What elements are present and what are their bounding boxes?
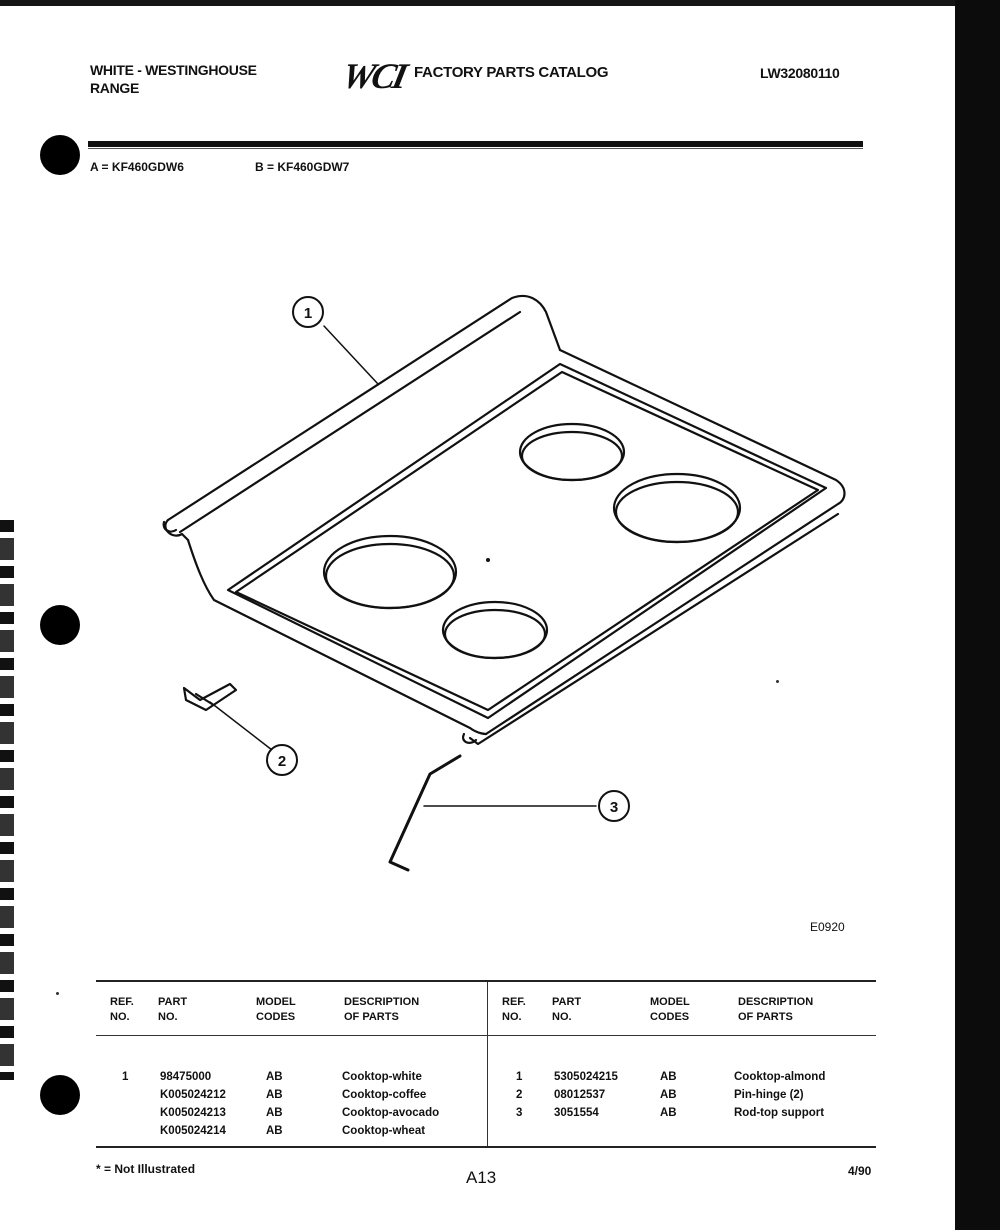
cell-model: AB: [660, 1107, 677, 1119]
cell-model: AB: [266, 1125, 283, 1137]
header-model-right: MODEL CODES: [650, 996, 690, 1023]
header-ref-left: REF. NO.: [110, 996, 134, 1023]
cell-desc: Cooktop-avocado: [342, 1107, 440, 1119]
cell-part: K005024213: [160, 1107, 226, 1119]
catalog-date: 4/90: [848, 1164, 872, 1178]
cell-desc: Cooktop-white: [342, 1071, 422, 1083]
model-a: A = KF460GDW6: [90, 160, 184, 174]
cell-model: AB: [266, 1107, 283, 1119]
cell-desc: Cooktop-coffee: [342, 1089, 427, 1101]
wci-logo: WCI: [338, 56, 409, 96]
table-top-rule: [96, 980, 876, 982]
header-ref-right: REF. NO.: [502, 996, 526, 1023]
cell-ref: 1: [122, 1071, 129, 1083]
footnote: * = Not Illustrated: [96, 1162, 196, 1176]
page-number: A13: [466, 1168, 497, 1187]
cell-desc: Rod-top support: [734, 1107, 825, 1119]
cell-model: AB: [266, 1071, 283, 1083]
cell-ref: 2: [516, 1089, 523, 1101]
cell-desc: Cooktop-almond: [734, 1071, 826, 1083]
cell-model: AB: [660, 1089, 677, 1101]
cell-model: AB: [660, 1071, 677, 1083]
catalog-title: FACTORY PARTS CATALOG: [414, 64, 609, 81]
callout-1: 1: [303, 305, 313, 322]
manufacturer: WHITE - WESTINGHOUSE: [90, 62, 257, 78]
cell-part: K005024212: [160, 1089, 226, 1101]
figure-code: E0920: [810, 920, 845, 934]
product: RANGE: [90, 80, 140, 96]
cell-desc: Cooktop-wheat: [342, 1125, 426, 1137]
cell-part: K005024214: [160, 1125, 226, 1137]
header-desc-right: DESCRIPTION OF PARTS: [738, 996, 814, 1023]
cell-part: 08012537: [554, 1089, 606, 1101]
header-part-left: PART NO.: [158, 996, 188, 1023]
model-b: B = KF460GDW7: [255, 160, 350, 174]
table-bottom-rule: [96, 1146, 876, 1148]
header-desc-left: DESCRIPTION OF PARTS: [344, 996, 420, 1023]
cell-model: AB: [266, 1089, 283, 1101]
header-model-left: MODEL CODES: [256, 996, 296, 1023]
catalog-number: LW32080110: [760, 65, 840, 81]
callout-3: 3: [609, 799, 619, 816]
scan-speck: [776, 680, 779, 683]
cell-part: 5305024215: [554, 1071, 618, 1083]
cell-ref: 1: [516, 1071, 523, 1083]
cell-desc: Pin-hinge (2): [734, 1089, 804, 1101]
cell-part: 98475000: [160, 1071, 212, 1083]
header-part-right: PART NO.: [552, 996, 582, 1023]
scan-speck: [56, 992, 59, 995]
cell-ref: 3: [516, 1107, 523, 1119]
table-header-rule: [96, 1035, 876, 1036]
table-column-divider: [487, 982, 488, 1146]
cell-part: 3051554: [554, 1107, 599, 1119]
callout-2: 2: [277, 753, 287, 770]
